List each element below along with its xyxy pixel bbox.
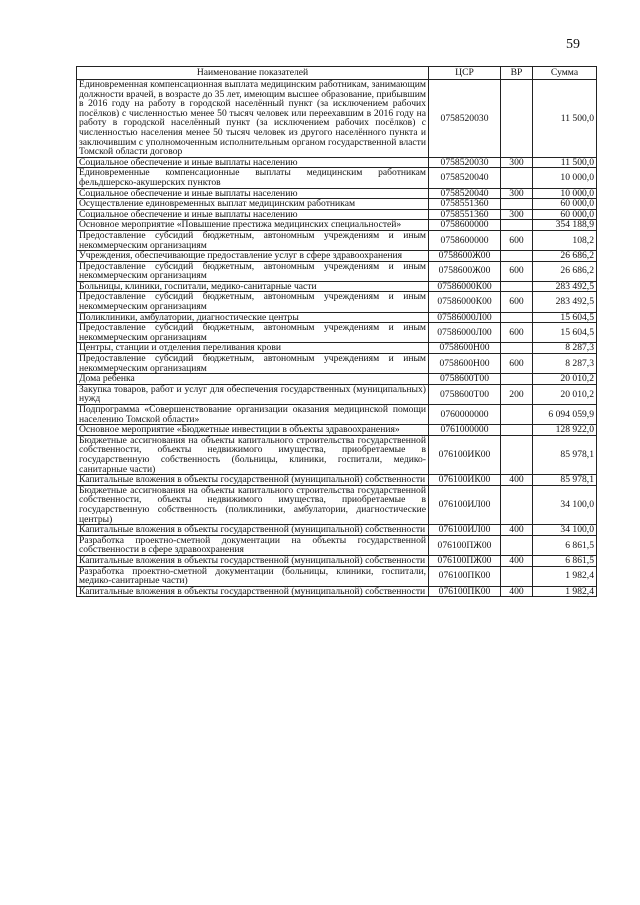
row-name: Предоставление субсидий бюджетным, автономным учреждениям и иным некоммерческим организациям <box>77 323 429 343</box>
row-sum: 6 861,5 <box>533 555 597 566</box>
row-name: Дома ребенка <box>77 374 429 385</box>
row-sum: 34 100,0 <box>533 525 597 536</box>
row-sum: 354 188,9 <box>533 220 597 231</box>
row-csr: 0758600Т00 <box>429 384 501 404</box>
row-csr: 0758600Ж00 <box>429 261 501 281</box>
row-sum: 1 982,4 <box>533 586 597 597</box>
row-csr: 0758520030 <box>429 157 501 168</box>
table-row <box>77 209 597 220</box>
row-name: Предоставление субсидий бюджетным, автономным учреждениям и иным некоммерческим организациям <box>77 230 429 250</box>
budget-table <box>76 66 597 597</box>
row-sum: 11 500,0 <box>533 80 597 158</box>
row-sum: 20 010,2 <box>533 384 597 404</box>
row-name: Единовременная компенсационная выплата медицинским работникам, занимающим должности врачей, в возрасте до 35 лет, имеющим высшее образование, прибывшим в 2016 году на работу в городской населённый пункт (за исключением рабочих посёлков) с численностью менее 50 тысяч человек или переехавшим в 2016 году на работу в городской населённый пункт (за исключением рабочих посёлков) с численностью населения менее 50 тысяч человек из другого населённого пункта и заключившим с уполномоченным исполнительным органом государственной власти Томской области договор <box>77 80 429 158</box>
row-name: Предоставление субсидий бюджетным, автономным учреждениям и иным некоммерческим организациям <box>77 292 429 312</box>
row-vr: 600 <box>501 323 533 343</box>
row-name: Разработка проектно-сметной документации на объекты государственной собственности в сфере здравоохранения <box>77 535 429 555</box>
row-vr: 400 <box>501 586 533 597</box>
row-csr: 076100ПЖ00 <box>429 555 501 566</box>
header-sum: Сумма <box>533 67 597 80</box>
row-name: Предоставление субсидий бюджетным, автономным учреждениям и иным некоммерческим организациям <box>77 354 429 374</box>
table-header <box>77 67 597 80</box>
row-name: Социальное обеспечение и иные выплаты населению <box>77 157 429 168</box>
table-row <box>77 251 597 262</box>
table-row <box>77 566 597 586</box>
row-sum: 15 604,5 <box>533 312 597 323</box>
row-csr: 076100ПК00 <box>429 566 501 586</box>
row-name: Предоставление субсидий бюджетным, автономным учреждениям и иным некоммерческим организациям <box>77 261 429 281</box>
row-sum: 26 686,2 <box>533 261 597 281</box>
row-csr: 0758600Т00 <box>429 374 501 385</box>
row-name: Капитальные вложения в объекты государственной (муниципальной) собственности <box>77 586 429 597</box>
table-row <box>77 343 597 354</box>
row-vr: 600 <box>501 354 533 374</box>
row-name: Социальное обеспечение и иные выплаты населению <box>77 188 429 199</box>
row-name: Поликлиники, амбулатории, диагностические центры <box>77 312 429 323</box>
row-name: Основное мероприятие «Повышение престижа медицинских специальностей» <box>77 220 429 231</box>
row-name: Осуществление единовременных выплат медицинским работникам <box>77 199 429 210</box>
row-sum: 10 000,0 <box>533 188 597 199</box>
table-row <box>77 354 597 374</box>
row-csr: 0758600Н00 <box>429 354 501 374</box>
row-csr: 0758551360 <box>429 209 501 220</box>
row-csr: 0758600Ж00 <box>429 251 501 262</box>
row-name: Капитальные вложения в объекты государственной (муниципальной) собственности <box>77 475 429 486</box>
row-vr: 400 <box>501 525 533 536</box>
row-sum: 60 000,0 <box>533 199 597 210</box>
row-csr: 0758520030 <box>429 80 501 158</box>
row-name: Разработка проектно-сметной документации (больницы, клиники, госпитали, медико-санитарные части) <box>77 566 429 586</box>
row-csr: 0758551360 <box>429 199 501 210</box>
table-row <box>77 261 597 281</box>
row-vr <box>501 566 533 586</box>
row-sum: 60 000,0 <box>533 209 597 220</box>
header-csr: ЦСР <box>429 67 501 80</box>
row-vr: 300 <box>501 188 533 199</box>
table-row <box>77 435 597 474</box>
row-vr <box>501 425 533 436</box>
row-name: Больницы, клиники, госпитали, медико-санитарные части <box>77 281 429 292</box>
row-sum: 8 287,3 <box>533 343 597 354</box>
row-vr: 600 <box>501 261 533 281</box>
row-csr: 0758600000 <box>429 220 501 231</box>
table-row <box>77 535 597 555</box>
row-sum: 6 094 059,9 <box>533 405 597 425</box>
row-name: Учреждения, обеспечивающие предоставление услуг в сфере здравоохранения <box>77 251 429 262</box>
row-name: Капитальные вложения в объекты государственной (муниципальной) собственности <box>77 555 429 566</box>
row-name: Подпрограмма «Совершенствование организации оказания медицинской помощи населению Томской области» <box>77 405 429 425</box>
row-sum: 6 861,5 <box>533 535 597 555</box>
table-row <box>77 157 597 168</box>
row-csr: 076100ПК00 <box>429 586 501 597</box>
row-csr: 0758600000 <box>429 230 501 250</box>
row-csr: 0758600Н00 <box>429 343 501 354</box>
table-row <box>77 80 597 158</box>
row-vr <box>501 80 533 158</box>
row-vr <box>501 535 533 555</box>
table-row <box>77 323 597 343</box>
row-csr: 0758520040 <box>429 188 501 199</box>
row-sum: 85 978,1 <box>533 435 597 474</box>
row-name: Единовременные компенсационные выплаты медицинским работникам фельдшерско-акушерских пунктов <box>77 168 429 188</box>
header-vr: ВР <box>501 67 533 80</box>
row-sum: 85 978,1 <box>533 475 597 486</box>
row-vr: 200 <box>501 384 533 404</box>
row-name: Основное мероприятие «Бюджетные инвестиции в объекты здравоохранения» <box>77 425 429 436</box>
table-row <box>77 374 597 385</box>
row-vr <box>501 281 533 292</box>
table-row <box>77 292 597 312</box>
row-sum: 15 604,5 <box>533 323 597 343</box>
row-vr: 400 <box>501 475 533 486</box>
row-sum: 1 982,4 <box>533 566 597 586</box>
row-vr: 600 <box>501 230 533 250</box>
table-row <box>77 586 597 597</box>
row-name: Бюджетные ассигнования на объекты капитального строительства государственной собственности, объекты недвижимого имущества, приобретаемые в государственную собственность (больницы, клиники, госпитали, медико-санитарные части) <box>77 435 429 474</box>
table-row <box>77 384 597 404</box>
row-vr <box>501 374 533 385</box>
table-row <box>77 405 597 425</box>
row-sum: 128 922,0 <box>533 425 597 436</box>
row-csr: 0760000000 <box>429 405 501 425</box>
row-vr: 400 <box>501 555 533 566</box>
table-row <box>77 199 597 210</box>
row-csr: 07586000Л00 <box>429 312 501 323</box>
table-body <box>77 80 597 597</box>
row-vr <box>501 220 533 231</box>
row-sum: 26 686,2 <box>533 251 597 262</box>
row-vr <box>501 168 533 188</box>
table-row <box>77 230 597 250</box>
row-vr: 300 <box>501 157 533 168</box>
table-row <box>77 485 597 524</box>
row-vr <box>501 199 533 210</box>
row-sum: 283 492,5 <box>533 281 597 292</box>
row-sum: 34 100,0 <box>533 485 597 524</box>
page-number: 59 <box>566 37 580 52</box>
row-csr: 076100ИК00 <box>429 475 501 486</box>
row-csr: 07586000К00 <box>429 281 501 292</box>
table-row <box>77 525 597 536</box>
table-row <box>77 281 597 292</box>
table-row <box>77 220 597 231</box>
row-vr <box>501 343 533 354</box>
row-name: Закупка товаров, работ и услуг для обеспечения государственных (муниципальных) нужд <box>77 384 429 404</box>
row-sum: 283 492,5 <box>533 292 597 312</box>
header-name: Наименование показателей <box>77 67 429 80</box>
row-sum: 20 010,2 <box>533 374 597 385</box>
row-vr <box>501 485 533 524</box>
table-header-row <box>77 67 597 80</box>
row-sum: 11 500,0 <box>533 157 597 168</box>
table-row <box>77 312 597 323</box>
row-csr: 076100ИК00 <box>429 435 501 474</box>
row-vr <box>501 435 533 474</box>
row-vr: 300 <box>501 209 533 220</box>
row-vr <box>501 405 533 425</box>
table-row <box>77 475 597 486</box>
table-row <box>77 168 597 188</box>
row-sum: 8 287,3 <box>533 354 597 374</box>
row-csr: 07586000К00 <box>429 292 501 312</box>
row-vr <box>501 251 533 262</box>
row-name: Бюджетные ассигнования на объекты капитального строительства государственной собственности, объекты недвижимого имущества, приобретаемые в государственную собственность (поликлиники, амбулатории, диагностические центры) <box>77 485 429 524</box>
row-vr <box>501 312 533 323</box>
row-name: Центры, станции и отделения переливания крови <box>77 343 429 354</box>
row-sum: 108,2 <box>533 230 597 250</box>
row-csr: 0758520040 <box>429 168 501 188</box>
row-csr: 07586000Л00 <box>429 323 501 343</box>
table-row <box>77 555 597 566</box>
row-name: Социальное обеспечение и иные выплаты населению <box>77 209 429 220</box>
row-name: Капитальные вложения в объекты государственной (муниципальной) собственности <box>77 525 429 536</box>
table-row <box>77 425 597 436</box>
row-csr: 076100ИЛ00 <box>429 485 501 524</box>
table-row <box>77 188 597 199</box>
row-csr: 076100ИЛ00 <box>429 525 501 536</box>
row-csr: 0761000000 <box>429 425 501 436</box>
row-csr: 076100ПЖ00 <box>429 535 501 555</box>
row-sum: 10 000,0 <box>533 168 597 188</box>
row-vr: 600 <box>501 292 533 312</box>
